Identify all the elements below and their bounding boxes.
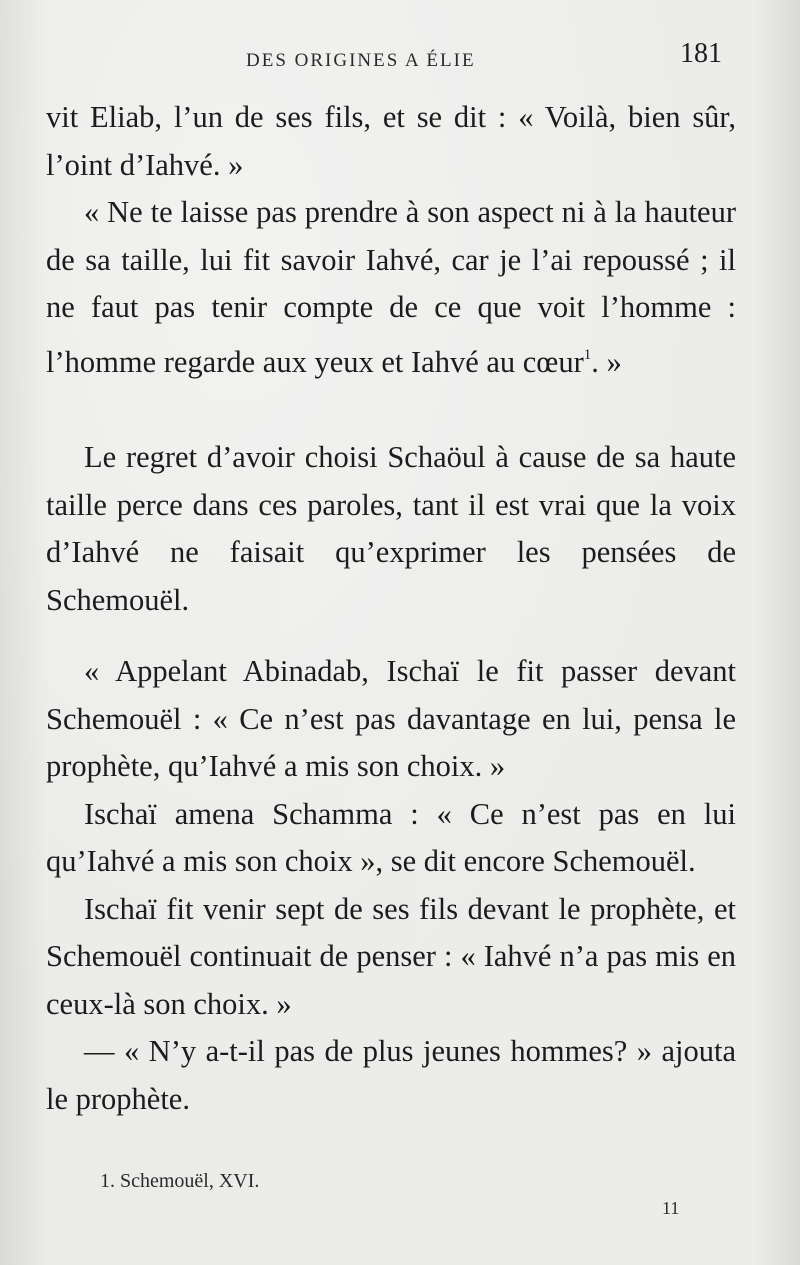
paragraph-7: — « N’y a-t-il pas de plus jeunes hommes? » ajouta le prophète.	[46, 1034, 736, 1116]
paragraph-block-2	[46, 434, 736, 624]
paragraph-6: Ischaï fit venir sept de ses fils devant le prophète, et Schemouël continuait de penser : « Iahvé n’a pas mis en ceux-là son choix. »	[46, 891, 736, 1021]
signature-mark: 11	[662, 1198, 680, 1218]
footnote: 1. Schemouël, XVI.	[100, 1170, 260, 1192]
paragraph-3: Le regret d’avoir choisi Schaöul à cause de sa haute taille perce dans ces paroles, tant il est vrai que la voix d’Iahvé ne faisait qu’exprimer les pensées de Schemouël.	[46, 440, 736, 617]
running-title: DES ORIGINES A ÉLIE	[246, 50, 476, 71]
page-number: 181	[680, 38, 722, 69]
paragraph-1: vit Eliab, l’un de ses fils, et se dit : « Voilà, bien sûr, l’oint d’Iahvé. »	[46, 100, 736, 182]
footnote-reference: 1	[583, 346, 592, 363]
paragraph-block-1	[46, 94, 736, 386]
paragraph-2-end: . »	[591, 344, 622, 379]
paragraph-2	[46, 189, 736, 386]
paragraph-2-text: « Ne te laisse pas prendre à son aspect ni à la hauteur de sa taille, lui fit savoir Iahvé, car je l’ai repoussé ; il ne faut pas tenir compte de ce que voit l’homme : l’homme regarde aux yeux et Iahvé au cœur	[46, 195, 736, 379]
paragraph-4: « Appelant Abinadab, Ischaï le fit passer devant Schemouël : « Ce n’est pas davantage en lui, pensa le prophète, qu’Iahvé a mis son choix. »	[46, 654, 736, 783]
paragraph-block-3	[46, 648, 736, 1123]
paragraph-5: Ischaï amena Schamma : « Ce n’est pas en lui qu’Iahvé a mis son choix », se dit encore Schemouël.	[46, 796, 736, 878]
